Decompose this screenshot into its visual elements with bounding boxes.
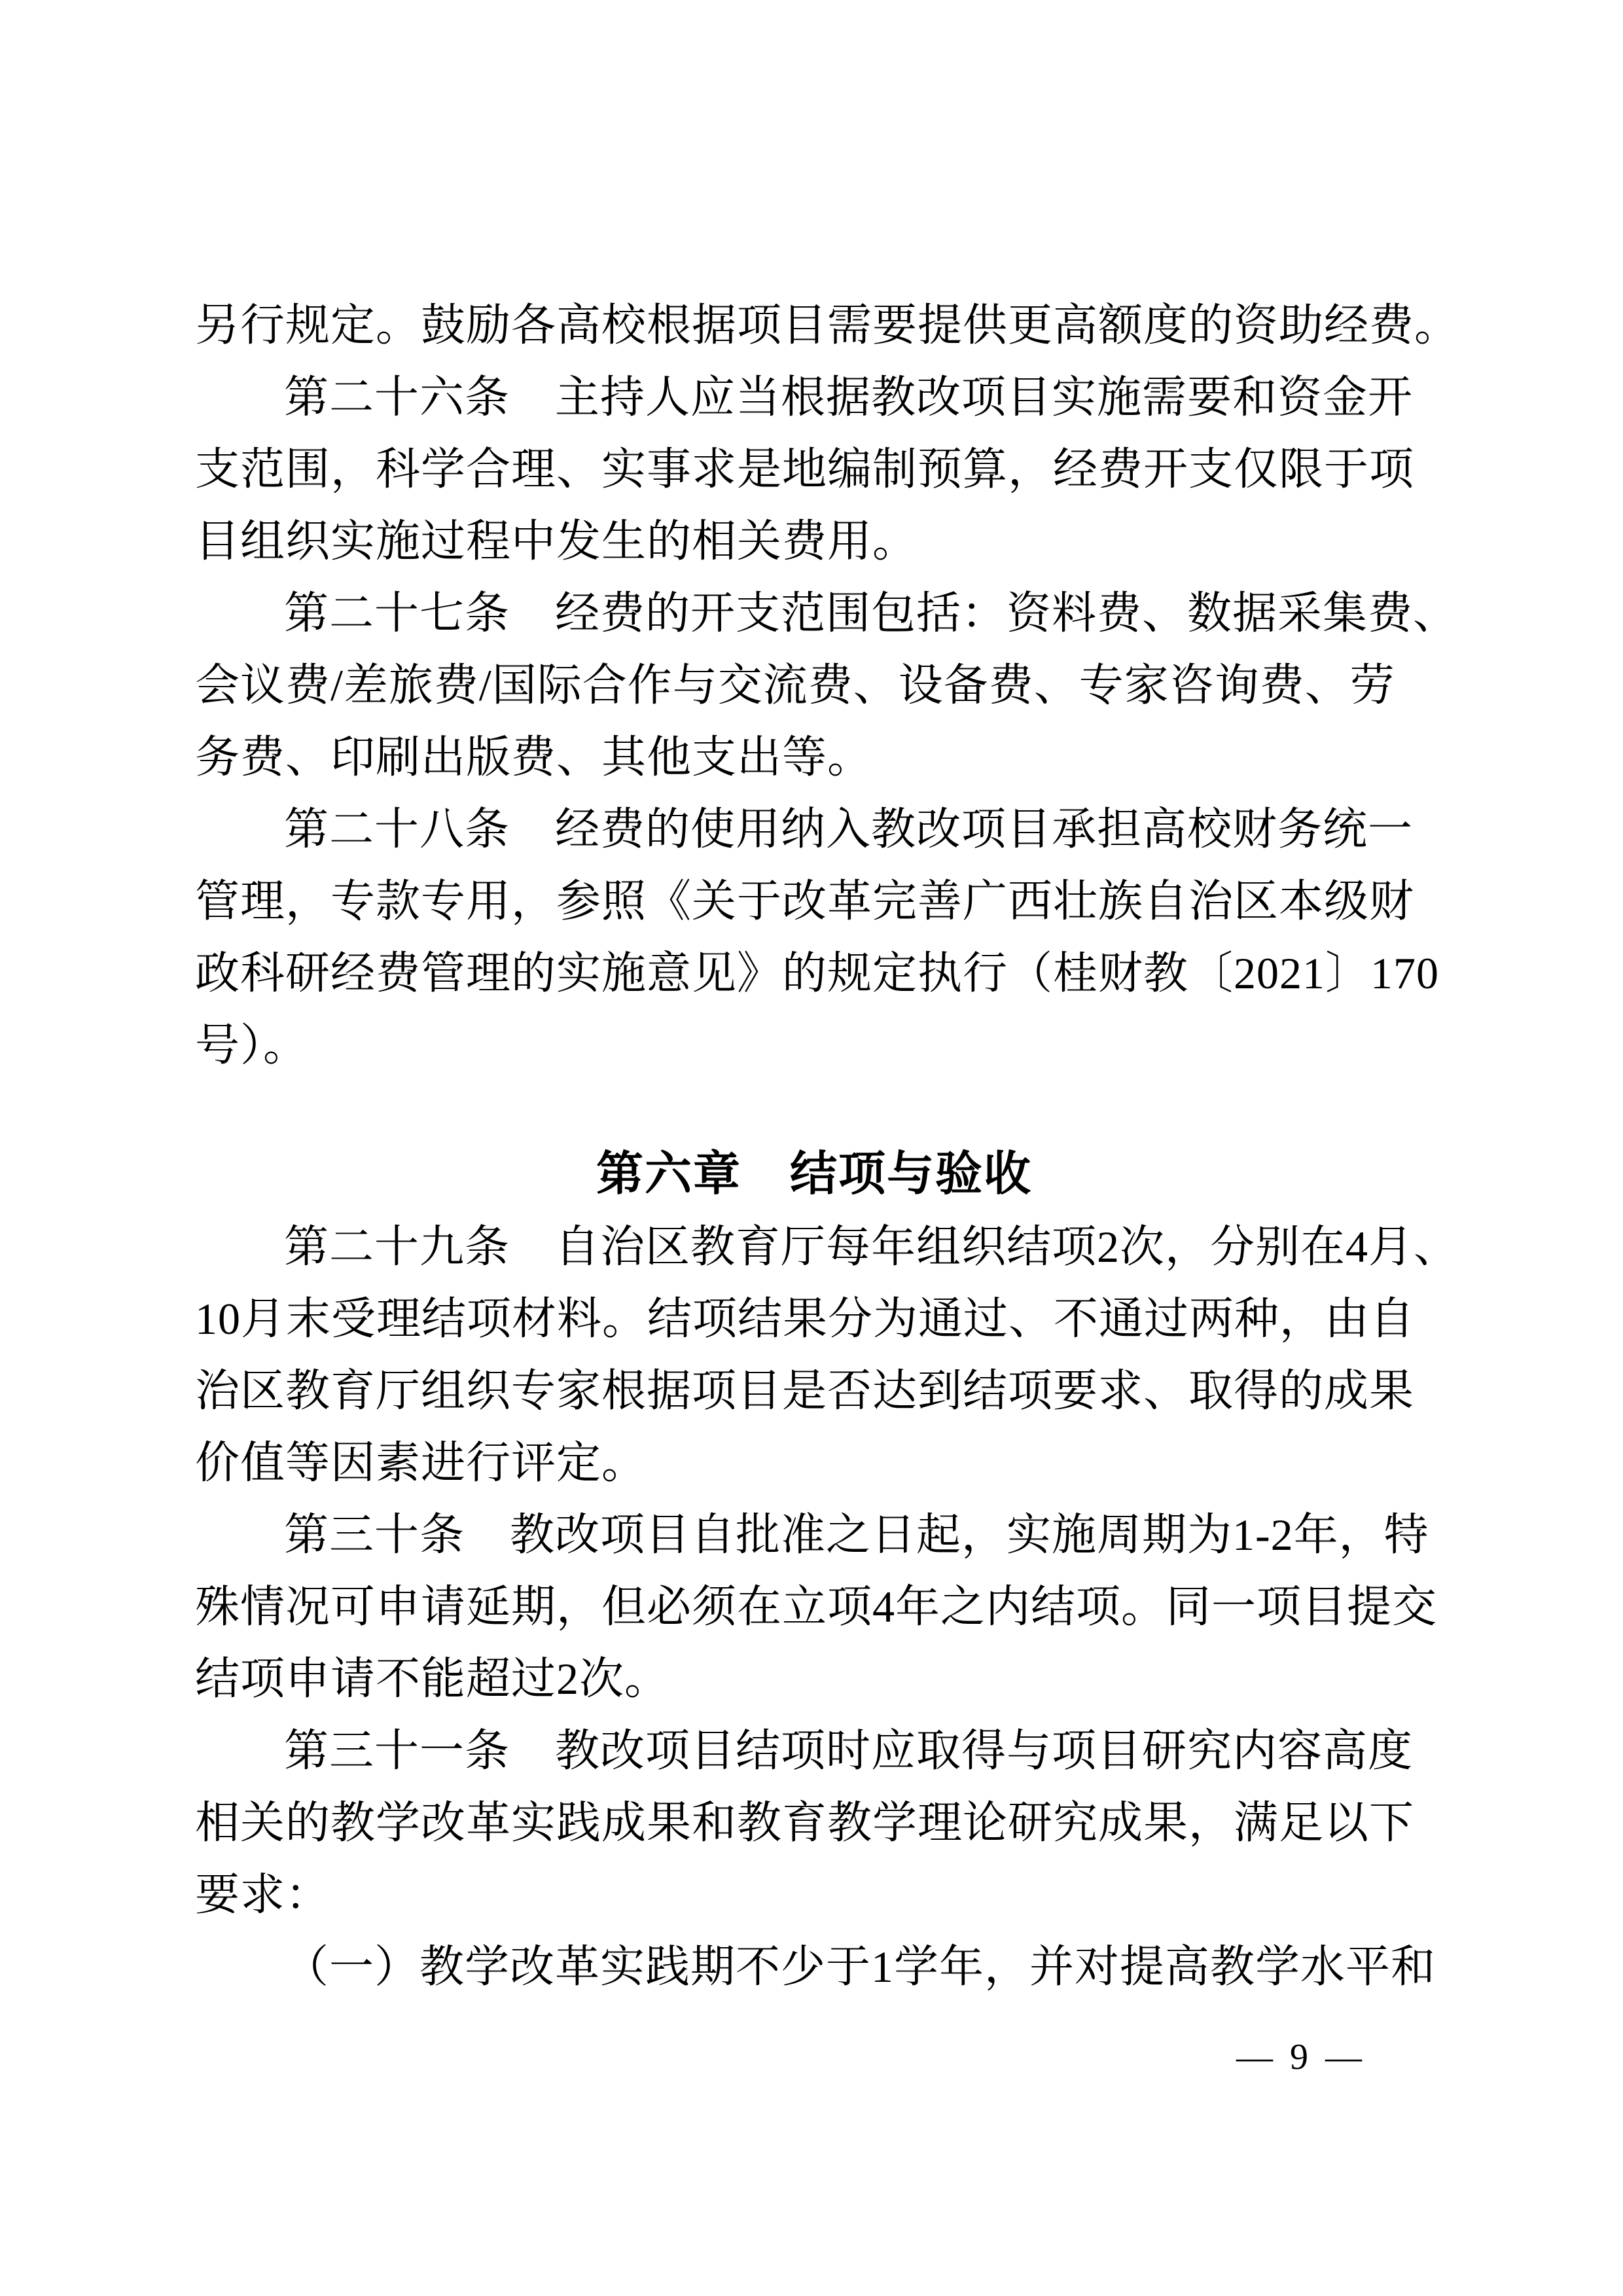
text-line: 政科研经费管理的实施意见》的规定执行（桂财教〔2021〕170 xyxy=(195,948,1440,998)
text-line: 会议费/差旅费/国际合作与交流费、设备费、专家咨询费、劳 xyxy=(195,660,1395,710)
chapter-heading: 第六章 结项与验收 xyxy=(596,1148,1032,1200)
text-line-article-31: 第三十一条 教改项目结项时应取得与项目研究内容高度 xyxy=(284,1726,1414,1776)
text-line: 要求： xyxy=(195,1870,331,1920)
text-line: 相关的教学改革实践成果和教育教学理论研究成果，满足以下 xyxy=(195,1798,1415,1848)
text-line-article-26: 第二十六条 主持人应当根据教改项目实施需要和资金开 xyxy=(284,372,1414,422)
text-line: 价值等因素进行评定。 xyxy=(195,1438,647,1488)
text-line: 目组织实施过程中发生的相关费用。 xyxy=(195,516,918,566)
text-line: 结项申请不能超过2次。 xyxy=(195,1654,670,1704)
text-line: 10月末受理结项材料。结项结果分为通过、不通过两种，由自 xyxy=(195,1294,1416,1344)
text-line: 殊情况可申请延期，但必须在立项4年之内结项。同一项目提交 xyxy=(195,1582,1438,1632)
text-line: 务费、印刷出版费、其他支出等。 xyxy=(195,732,873,782)
page-number: — 9 — xyxy=(1236,2037,1366,2077)
text-line: 治区教育厅组织专家根据项目是否达到结项要求、取得的成果 xyxy=(195,1366,1415,1416)
text-line-article-27: 第二十七条 经费的开支范围包括：资料费、数据采集费、 xyxy=(284,588,1459,638)
text-line: 支范围，科学合理、实事求是地编制预算，经费开支仅限于项 xyxy=(195,444,1415,494)
text-line-item-1: （一）教学改革实践期不少于1学年，并对提高教学水平和 xyxy=(284,1942,1436,1992)
text-line: 管理，专款专用，参照《关于改革完善广西壮族自治区本级财 xyxy=(195,876,1415,926)
text-line-article-30: 第三十条 教改项目自批准之日起，实施周期为1-2年，特 xyxy=(284,1510,1429,1560)
text-line: 另行规定。鼓励各高校根据项目需要提供更高额度的资助经费。 xyxy=(195,300,1460,350)
document-body xyxy=(195,289,1460,2003)
text-line-article-28: 第二十八条 经费的使用纳入教改项目承担高校财务统一 xyxy=(284,804,1414,854)
text-line: 号）。 xyxy=(195,1020,309,1070)
text-line-article-29: 第二十九条 自治区教育厅每年组织结项2次，分别在4月、 xyxy=(284,1222,1459,1272)
